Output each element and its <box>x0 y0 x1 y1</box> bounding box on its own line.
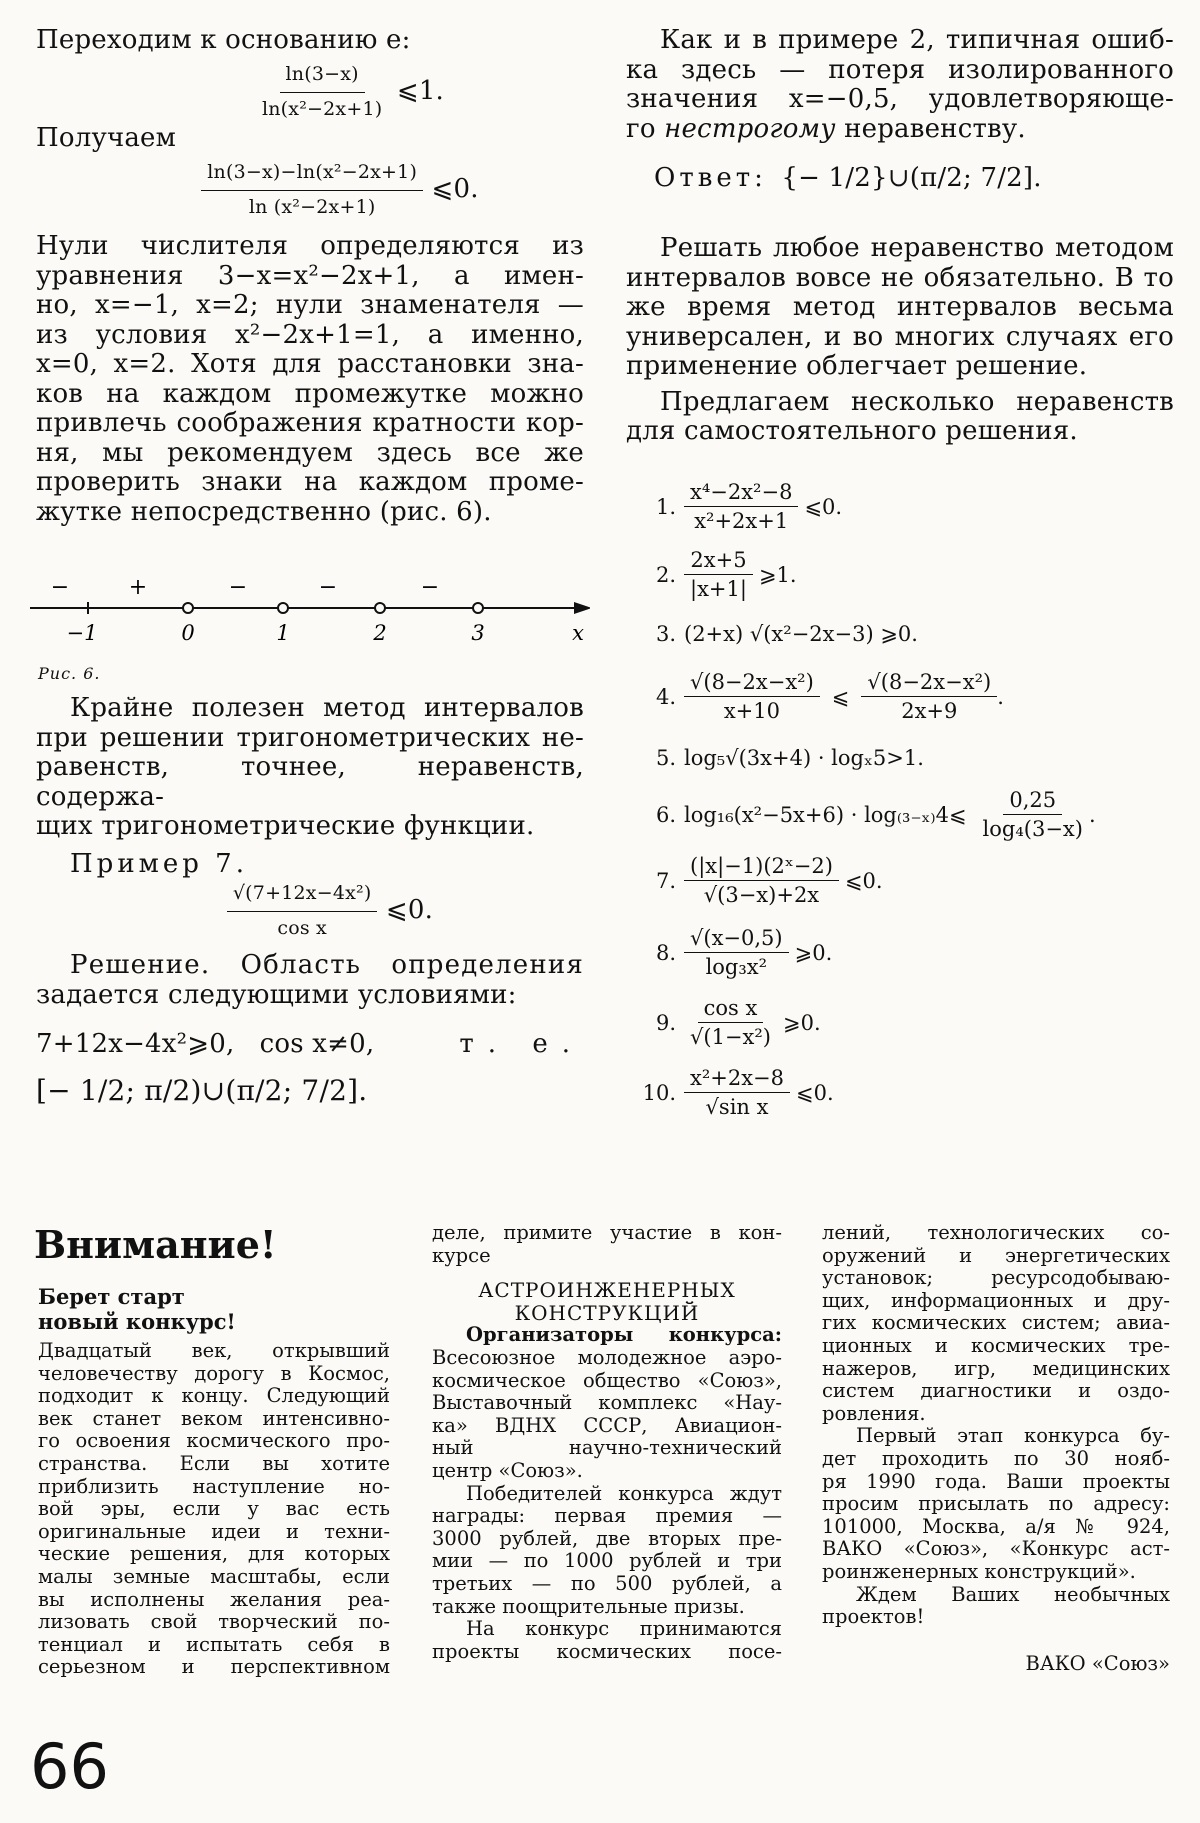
announcement-col1: Двадцатый век, открывший человечеству дорогу в Космос, подходит к концу. Следующий век станет веком интенсивно- го освоения космического про- странства. Если вы хотите приблизить наступление но- вой эры, если у вас есть оригинальные идеи и техни- ческие решения, для которых малы земные масштабы, если вы исполнены желания реа- лизовать свой творческий по- тенциал и испытать себя в серьезном и перспективном <box>38 1339 390 1679</box>
paragraph-zeros <box>36 232 584 527</box>
text-line: x=0, x=2. Хотя для расстановки зна- <box>36 349 584 379</box>
inequality-2: $\frac{\text{ln(3−x)−ln(x²−2x+1)}}{\text{ln (x²−2x+1)}}$ ⩽0. <box>96 158 584 232</box>
paragraph-method <box>626 234 1174 382</box>
tick-label: 3 <box>471 621 485 645</box>
text-line: из условия x²−2x+1=1, а именно, <box>36 319 584 350</box>
text-line: ков на каждом промежутке можно <box>36 378 584 409</box>
text-line: Предлагаем несколько неравенств <box>660 386 1174 417</box>
sign-4: − <box>318 575 338 600</box>
axis-label: x <box>572 621 584 645</box>
announcement-subhead: Берет старт новый конкурс! <box>38 1284 236 1334</box>
text-line: для самостоятельного решения. <box>626 416 1078 446</box>
text-line: уравнения 3−x=x²−2x+1, а имен- <box>36 260 584 291</box>
hole-1 <box>278 603 288 613</box>
exercise-4: 4. $\frac{\text{√(8−2x−x²)}}{x+10}$ ⩽ $\frac{\text{√(8−2x−x²)}}{2x+9}$ . <box>655 670 1004 723</box>
exercise-10: 10. $\frac{\text{x²+2x−8}}{\text{√sin x}}$ ⩽0. <box>642 1066 834 1119</box>
announcement-col3: лений, технологических со- оружений и энергетических установок; ресурсодобываю- щих, информационных и дру- гих космических систем; авиа- ционных и космических тре- нажеров, игр, медицинских систем диагностики и оздо- ровления. Первый этап конкурса бу- дет проходить по 30 нояб- ря 1990 года. Ваши проекты просим присылать по адресу: 101000, Москва, а/я № 924, ВАКО «Союз», «Конкурс аст- роинженерных конструкций». Ждем Ваших необычных проектов! ВАКО «Союз» <box>822 1221 1170 1675</box>
page-number: 66 <box>30 1730 109 1803</box>
exercise-6: 6. log₁₆(x²−5x+6) · log₍₃₋ₓ₎4⩽ $\frac{0,25}{\text{log₄(3−x)}}$ . <box>655 788 1096 841</box>
hole-2 <box>375 603 385 613</box>
paragraph-offer <box>626 388 1174 447</box>
text-line: интервалов вовсе не обязательно. В то <box>626 262 1174 293</box>
answer-line: Ответ: {− 1/2}∪(π/2; 7/2]. <box>654 163 1042 193</box>
tick-label: 1 <box>276 621 290 645</box>
exercise-1: 1. $\frac{\text{x⁴−2x²−8}}{\text{x²+2x+1}}$ ⩽0. <box>655 480 843 533</box>
sign-5: − <box>420 575 440 600</box>
text-line: привлечь соображения кратности кор- <box>36 408 584 438</box>
text-line: при решении тригонометрических не- <box>36 722 584 753</box>
exercise-8: 8. $\frac{√(x-0,5)}{\text{log₃x²}}$ ⩾0. <box>655 926 833 979</box>
tick-label: 0 <box>181 621 195 645</box>
intro-line: Переходим к основанию e: <box>36 25 411 55</box>
get-line: Получаем <box>36 123 177 153</box>
text-line: универсален, и во многих случаях его <box>626 321 1174 352</box>
text-line: же время метод интервалов весьма <box>626 292 1174 322</box>
example-title: Пример 7. <box>70 848 248 879</box>
axis-arrow <box>574 602 590 614</box>
sign-3: − <box>228 575 248 600</box>
sign-1: − <box>50 575 70 600</box>
announcement-headline: Внимание! <box>34 1222 277 1267</box>
text-line: щих тригонометрические функции. <box>36 811 535 841</box>
hole-0 <box>183 603 193 613</box>
number-line-figure <box>30 572 590 652</box>
tick-label: −1 <box>66 621 98 645</box>
text-line: Нули числителя определяются из <box>36 231 584 261</box>
hole-3 <box>473 603 483 613</box>
text-line: применение облегчает решение. <box>626 351 1088 381</box>
exercise-9: 9. $\frac{\text{cos x}}{\text{√(1−x²)}}$ ⩾0. <box>655 996 821 1049</box>
text-line: но, x=−1, x=2; нули знаменателя — <box>36 290 584 320</box>
text-line: равенств, точнее, неравенств, содержа- <box>36 752 584 812</box>
domain-answer: [− 1/2; π/2)∪(π/2; 7/2]. <box>36 1073 368 1107</box>
tick-label: 2 <box>373 621 387 645</box>
exercise-7: 7. $\frac{\text{(|x|−1)(2ˣ−2)}}{√(3-x)+2x}$ ⩽0. <box>655 854 883 907</box>
text-line: значения x=−0,5, удовлетворяюще- <box>626 84 1174 114</box>
solution-line: Решение. Область определения <box>70 950 584 980</box>
text-line: задается следующими условиями: <box>36 979 517 1010</box>
announcement-col2: деле, примите участие в кон- курсе АСТРОИНЖЕНЕРНЫХ КОНСТРУКЦИЙ Организаторы конкурса: Всесоюзное молодежное аэро- космическое общество «Союз», Выставочный комплекс «Нау- ка» ВДНХ СССР, Авиацион- ный научно-технический центр «Союз». Победителей конкурса ждут награды: первая премия — 3000 рублей, две вторых пре- мии — по 1000 рублей и три третьих — по 500 рублей, а также поощрительные призы. На конкурс принимаются проекты космических посе- <box>432 1221 782 1663</box>
right-column <box>626 26 1174 447</box>
text-line: ня, мы рекомендуем здесь все же <box>36 437 584 468</box>
example-inequality: $\frac{\text{√(7+12x−4x²)}}{\text{cos x}}$ ⩽0. <box>76 879 584 951</box>
left-column <box>36 26 584 527</box>
exercise-5: 5. log₅√(3x+4) · logₓ5>1. <box>655 746 924 770</box>
inequality-1: $\frac{\ln(3-x)}{\text{ln(x²−2x+1)}}$ ⩽1. <box>116 60 584 124</box>
contest-title: АСТРОИНЖЕНЕРНЫХ КОНСТРУКЦИЙ <box>478 1278 736 1325</box>
text-line: го нестрогому неравенству. <box>626 113 1026 144</box>
text-line: жутке непосредственно (рис. 6). <box>36 496 492 527</box>
signature: ВАКО «Союз» <box>1025 1651 1170 1675</box>
text-line: проверить знаки на каждом проме- <box>36 467 584 497</box>
text-line: Крайне полезен метод интервалов <box>70 693 584 723</box>
conditions-line: 7+12x−4x²⩾0, cos x≠0, т. е. <box>36 1029 584 1059</box>
text-line: ка здесь — потеря изолированного <box>626 54 1174 85</box>
left-column-lower <box>36 694 584 1105</box>
sign-2: + <box>128 575 148 600</box>
text-line: Решать любое неравенство методом <box>660 233 1174 263</box>
figure-caption: Рис. 6. <box>38 664 101 683</box>
exercise-2: 2. $\frac{2x+5}{|x+1|}$ ⩾1. <box>655 548 797 601</box>
text-line: Как и в примере 2, типичная ошиб- <box>660 25 1174 55</box>
exercise-list <box>640 480 1180 1130</box>
exercise-3: 3. (2+x) √(x²−2x−3) ⩾0. <box>655 622 918 646</box>
